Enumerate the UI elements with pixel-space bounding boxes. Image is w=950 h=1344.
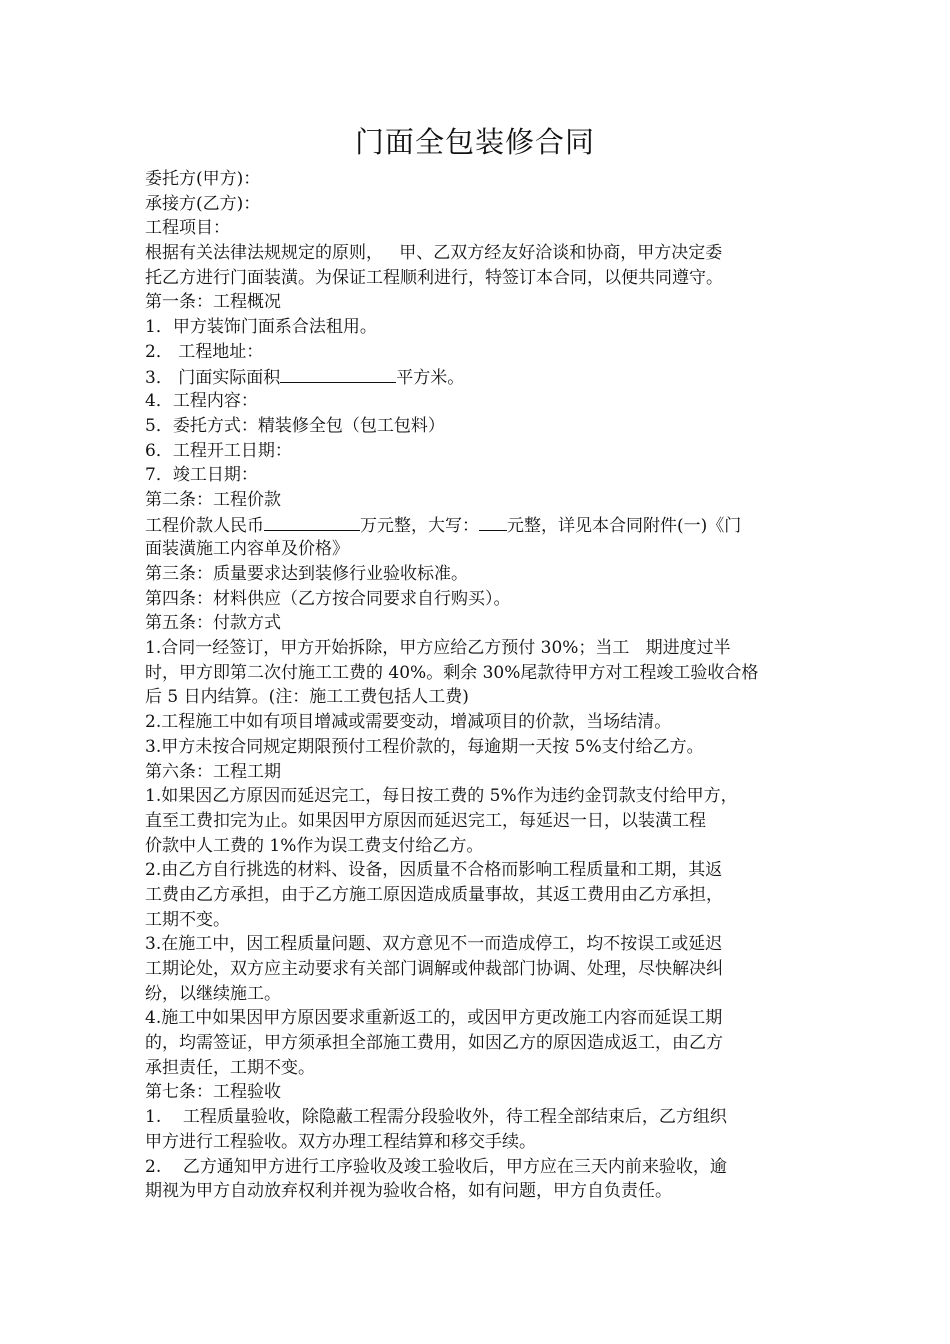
text-line: 后 5 日内结算。(注：施工工费包括人工费) [145,687,469,708]
text-line: 2.工程施工中如有项目增减或需要变动，增减项目的价款，当场结清。 [145,712,672,733]
text-line: 甲方进行工程验收。双方办理工程结算和移交手续。 [145,1131,536,1152]
text-line: 7．竣工日期： [145,465,258,486]
text-line: 2． 工程地址： [145,341,264,362]
text-line: 工程项目： [145,218,230,239]
text-line: 期视为甲方自动放弃权利并视为验收合格，如有问题，甲方自负责任。 [145,1181,672,1202]
area-line [145,365,810,390]
text-line: 第一条：工程概况 [145,292,281,313]
price-blank [264,513,360,531]
text-line: 纷，以继续施工。 [145,983,281,1004]
text-line: 3.甲方未按合同规定期限预付工程价款的，每逾期一天按 5%支付给乙方。 [145,736,704,757]
text-line: 5．委托方式：精装修全包（包工包料） [145,415,445,436]
text-line: 第四条：材料供应（乙方按合同要求自行购买）。 [145,588,511,609]
area-blank [280,365,396,383]
text-line: 4．工程内容： [145,391,258,412]
price-words-blank [479,513,507,531]
text-line: 第六条：工程工期 [145,761,281,782]
text-line: 1.合同一经签订，甲方开始拆除，甲方应给乙方预付 30%；当工 期进度过半 [145,638,731,659]
text-line: 6．工程开工日期： [145,440,292,461]
text-line: 委托方(甲方)： [145,169,261,189]
text-line: 工期不变。 [145,909,230,930]
area-prefix: 3． 门面实际面积 [145,367,281,388]
price-suffix: 元整，详见本合同附件(一)《门 [507,515,742,536]
text-line: 2.由乙方自行挑选的材料、设备，因质量不合格而影响工程质量和工期，其返 [145,860,723,881]
text-line: 3.在施工中，因工程质量问题、双方意见不一而造成停工，均不按误工或延迟 [145,934,723,955]
text-line: 1.如果因乙方原因而延迟完工，每日按工费的 5%作为违约金罚款支付给甲方， [145,786,738,807]
text-line: 的，均需签证，甲方须承担全部施工费用，如因乙方的原因造成返工，由乙方 [145,1033,723,1054]
text-line: 价款中人工费的 1%作为误工费支付给乙方。 [145,835,484,856]
price-line [145,513,810,538]
text-line: 4.施工中如果因甲方原因要求重新返工的，或因甲方更改施工内容而延误工期 [145,1008,723,1029]
document-title: 门面全包装修合同 [354,125,595,159]
text-line: 托乙方进行门面装潢。为保证工程顺利进行，特签订本合同，以便共同遵守。 [145,267,723,288]
text-line: 第三条：质量要求达到装修行业验收标准。 [145,564,468,584]
text-line: 工费由乙方承担，由于乙方施工原因造成质量事故，其返工费用由乙方承担， [145,884,723,905]
price-prefix: 工程价款人民币 [145,515,264,536]
text-line: 2. 乙方通知甲方进行工序验收及竣工验收后，甲方应在三天内前来验收，逾 [145,1156,727,1177]
text-line: 直至工费扣完为止。如果因甲方原因而延迟完工，每延迟一日，以装潢工程 [145,810,706,831]
text-line: 第二条：工程价款 [145,489,281,510]
text-line: 工期论处，双方应主动要求有关部门调解或仲裁部门协调、处理，尽快解决纠 [145,959,723,979]
text-line: 承担责任，工期不变。 [145,1057,315,1078]
text-line: 第七条：工程验收 [145,1082,281,1103]
text-line: 1．甲方装饰门面系合法租用。 [145,317,377,338]
text-line: 根据有关法律法规规定的原则， 甲、乙双方经友好洽谈和协商，甲方决定委 [145,243,723,264]
price-middle: 万元整，大写： [360,515,479,536]
area-suffix: 平方米。 [396,367,465,388]
text-line: 承接方(乙方)： [145,193,261,214]
text-line: 1. 工程质量验收，除隐蔽工程需分段验收外，待工程全部结束后，乙方组织 [145,1107,727,1128]
text-line: 第五条：付款方式 [145,613,281,634]
document-body [145,167,810,1204]
text-line: 时，甲方即第二次付施工工费的 40%。剩余 30%尾款待甲方对工程竣工验收合格 [145,662,759,683]
text-line: 面装潢施工内容单及价格》 [145,539,349,560]
